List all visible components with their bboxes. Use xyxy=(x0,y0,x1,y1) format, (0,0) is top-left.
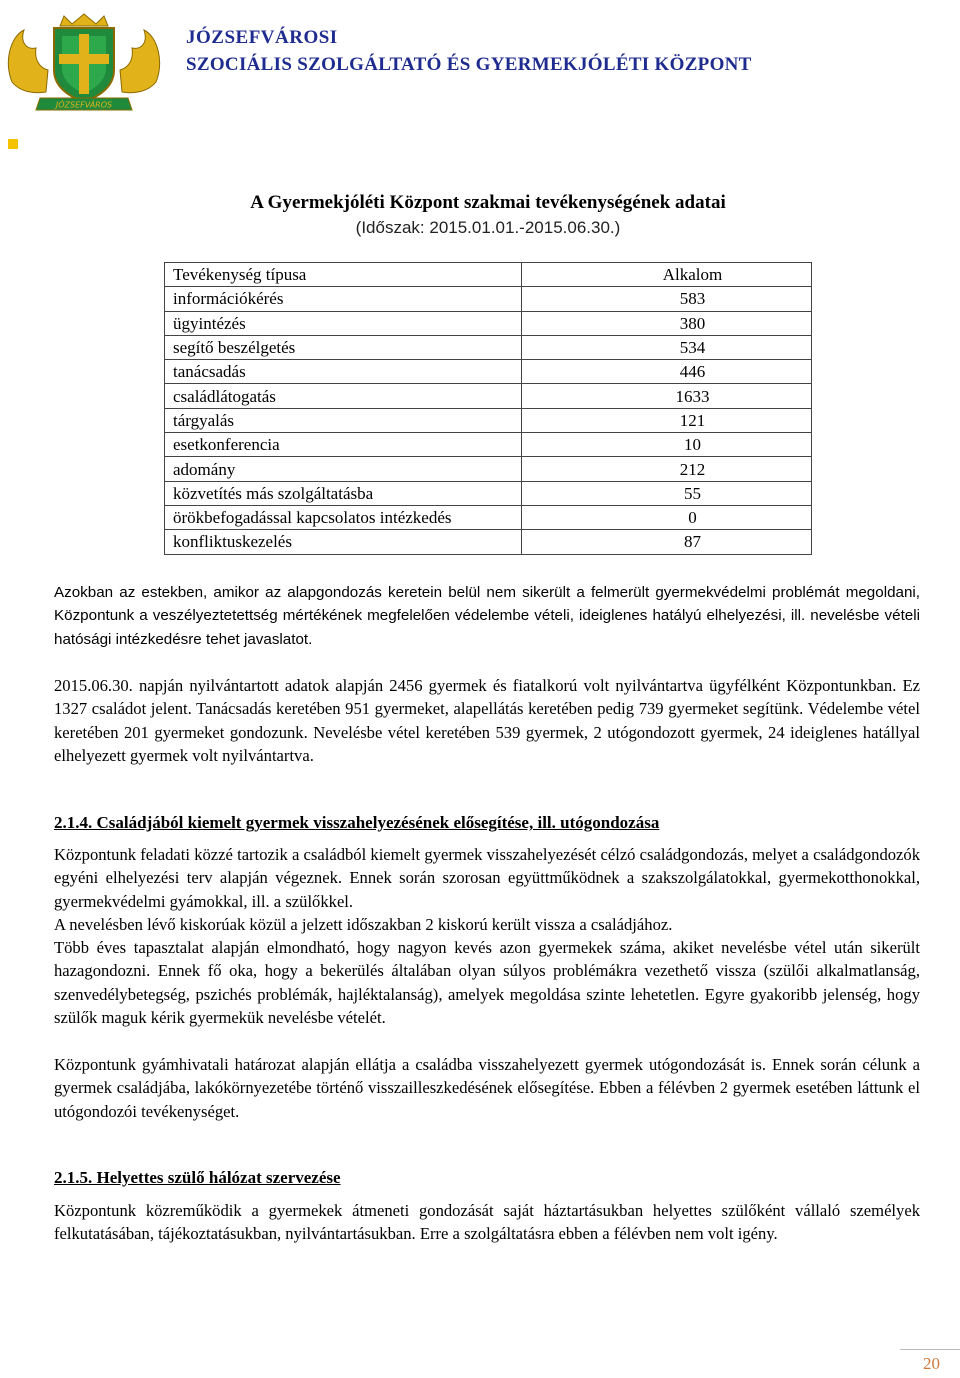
table-header-row xyxy=(165,263,812,287)
document-period: (Időszak: 2015.01.01.-2015.06.30.) xyxy=(355,218,621,237)
activity-count: 55 xyxy=(522,481,812,505)
column-header-type: Tevékenység típusa xyxy=(165,263,522,287)
activity-type: közvetítés más szolgáltatásba xyxy=(165,481,522,505)
activity-count: 534 xyxy=(522,335,812,359)
page-header xyxy=(0,0,960,150)
activity-table xyxy=(164,262,812,555)
activity-count: 0 xyxy=(522,505,812,529)
coat-of-arms-logo xyxy=(4,12,164,112)
activity-type: segítő beszélgetés xyxy=(165,335,522,359)
activity-type: információkérés xyxy=(165,287,522,311)
paragraph-foster-network: Központunk közreműködik a gyermekek átmeneti gondozását saját háztartásukban helyettes szülőként vállaló személyek felkutatásában, tájékoztatásukban, nyilvántartásukban. Erre a szolgáltatásra ebben a félévben nem volt igény. xyxy=(54,1201,920,1244)
table-row xyxy=(165,481,812,505)
activity-count: 446 xyxy=(522,360,812,384)
activity-type: örökbefogadással kapcsolatos intézkedés xyxy=(165,505,522,529)
activity-count: 212 xyxy=(522,457,812,481)
table-row xyxy=(165,311,812,335)
table-row xyxy=(165,287,812,311)
paragraph-statistics: 2015.06.30. napján nyilvántartott adatok alapján 2456 gyermek és fiatalkorú volt nyilvántartva ügyfélként Központunkban. Ez 1327 családot jelent. Tanácsadás keretében 951 gyermeket, alapellátás keretében pedig 739 gyermeket segítünk. Védelembe vétel keretében 201 gyermeket gondozunk. Nevelésbe vétel keretében 539 gyermek, 2 utógondozott gyermek, 24 ideiglenes hatállyal elhelyezett gyermek volt nyilvántartva. xyxy=(54,676,920,765)
paragraph-aftercare: Központunk gyámhivatali határozat alapján ellátja a családba visszahelyezett gyermek utógondozását is. Ennek során célunk a gyermek családjába, lakókörnyezetébe történő visszailleszkedésének elősegítése. Ebben a félévben 2 gyermek esetében láttunk el utógondozói tevékenységet. xyxy=(54,1055,920,1121)
organization-name-line1: JÓZSEFVÁROSI xyxy=(186,27,338,48)
activity-count: 583 xyxy=(522,287,812,311)
page-number: 20 xyxy=(923,1354,940,1373)
column-header-count: Alkalom xyxy=(522,263,812,287)
table-row xyxy=(165,457,812,481)
table-row xyxy=(165,360,812,384)
activity-count: 121 xyxy=(522,408,812,432)
activity-type: konfliktuskezelés xyxy=(165,530,522,554)
paragraph-family-care: Központunk feladati közzé tartozik a családból kiemelt gyermek visszahelyezését célzó családgondozás, melyet a családgondozók egyéni elhelyezési terv alapján végeznek. Ennek során szorosan együttműködnek a szakszolgálatokkal, gyermekotthonokkal, gyermekvédelmi gyámokkal, ill. a szülőkkel. xyxy=(54,845,920,911)
activity-count: 1633 xyxy=(522,384,812,408)
document-title: A Gyermekjóléti Központ szakmai tevékenységének adatai xyxy=(250,192,726,213)
table-row xyxy=(165,384,812,408)
activity-type: családlátogatás xyxy=(165,384,522,408)
activity-type: tárgyalás xyxy=(165,408,522,432)
paragraph-returned-children: A nevelésben lévő kiskorúak közül a jelzett időszakban 2 kiskorú került vissza a családjához. xyxy=(54,915,673,934)
activity-count: 87 xyxy=(522,530,812,554)
organization-name-line2: SZOCIÁLIS SZOLGÁLTATÓ ÉS GYERMEKJÓLÉTI KÖZPONT xyxy=(186,54,752,75)
activity-count: 10 xyxy=(522,433,812,457)
section-heading-2-1-4: 2.1.4. Családjából kiemelt gyermek visszahelyezésének elősegítése, ill. utógondozása xyxy=(54,813,660,832)
activity-type: adomány xyxy=(165,457,522,481)
activity-type: tanácsadás xyxy=(165,360,522,384)
table-row xyxy=(165,505,812,529)
activity-type: ügyintézés xyxy=(165,311,522,335)
section-heading-2-1-5: 2.1.5. Helyettes szülő hálózat szervezése xyxy=(54,1168,341,1187)
page-number-rule xyxy=(900,1349,960,1350)
table-row xyxy=(165,335,812,359)
activity-type: esetkonferencia xyxy=(165,433,522,457)
paragraph-proposal: Azokban az estekben, amikor az alapgondozás keretein belül nem sikerült a felmerült gyermekvédelmi problémát megoldani, Központunk a veszélyeztetettség mértékének megfelelően védelembe vételi, ideiglenes hatályú elhelyezési, ill. nevelésbe vételi hatósági intézkedésre tehet javaslatot. xyxy=(54,584,920,648)
header-accent-square xyxy=(8,139,18,149)
crest-banner-text: JÓZSEFVÁROS xyxy=(55,100,113,110)
table-row xyxy=(165,408,812,432)
paragraph-experience: Több éves tapasztalat alapján elmondható, hogy nagyon kevés azon gyermekek száma, akiket nevelésbe vétel után sikerült hazagondozni. Ennek fő oka, hogy a bekerülés általában olyan súlyos problémákra vezethető vissza (szülői alkalmatlanság, szenvedélybetegség, pszichés problémák, hajléktalanság), amelyek megoldása szinte lehetetlen. Egyre gyakoribb jelenség, hogy szülők maguk kérik gyermekük nevelésbe vételét. xyxy=(54,938,920,1027)
table-row xyxy=(165,530,812,554)
activity-count: 380 xyxy=(522,311,812,335)
table-row xyxy=(165,433,812,457)
